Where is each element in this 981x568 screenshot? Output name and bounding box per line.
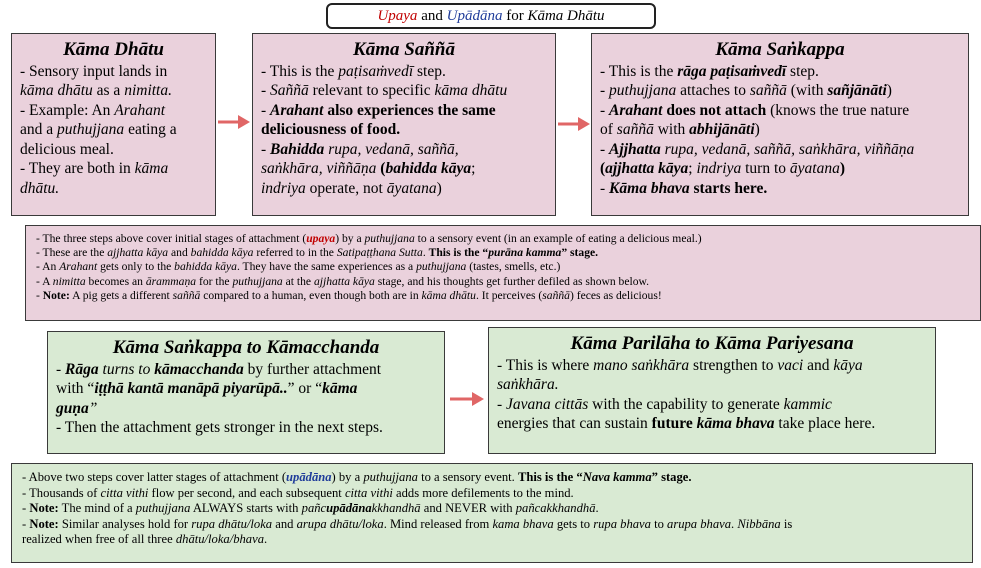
kama-parilaha-to-kama-pariyesana-box: Kāma Parilāha to Kāma Pariyesana - This is where mano saṅkhāra strengthen to vaci and kāya saṅkhāra. - Javana cittās with the capability to generate kammic energies that can sustain future kāma bhava take place here.	[488, 327, 936, 454]
kama-dhatu-heading: Kāma Dhātu	[63, 39, 164, 60]
arrow-right-1	[216, 112, 252, 132]
kama-sanna-box: Kāma Saññā - This is the paṭisaṁvedī step. - Saññā relevant to specific kāma dhātu - Arahant also experiences the same deliciousness of food. - Bahidda rupa, vedanā, saññā, saṅkhāra, viññāṇa (bahidda kāya; indriya operate, not āyatana)	[252, 33, 556, 216]
kama-pariyesana-heading: Kāma Parilāha to Kāma Pariyesana	[570, 333, 854, 354]
arrow-right-3	[448, 389, 486, 409]
kama-dhatu-box: Kāma Dhātu - Sensory input lands in kāma dhātu as a nimitta. - Example: An Arahant and a puthujjana eating a delicious meal. - They are both in kāma dhātu.	[11, 33, 216, 216]
arrow-right-2	[556, 114, 592, 134]
kama-sankappa-heading: Kāma Saṅkappa	[715, 39, 845, 60]
kama-sankappa-to-kamacchanda-box: Kāma Saṅkappa to Kāmacchanda - Rāga turns to kāmacchanda by further attachment with “iṭṭhā kantā manāpā piyarūpā..” or “kāma guṇa” - Then the attachment gets stronger in the next steps.	[47, 331, 445, 454]
kama-sankappa-box: Kāma Saṅkappa - This is the rāga paṭisaṁvedī step. - puthujjana attaches to saññā (with sañjānāti) - Arahant does not attach (knows the true nature of saññā with abhijānāti) - Ajjhatta rupa, vedanā, saññā, saṅkhāra, viññāṇa (ajjhatta kāya; indriya turn to āyatana) - Kāma bhava starts here.	[591, 33, 969, 216]
diagram-title: Upaya and Upādāna for Kāma Dhātu	[326, 3, 656, 29]
kama-sanna-heading: Kāma Saññā	[353, 39, 455, 60]
upadana-note-box: - Above two steps cover latter stages of attachment (upādāna) by a puthujjana to a sensory event. This is the “Nava kamma” stage. - Thousands of citta vithi flow per second, and each subsequent citta vithi adds more defilements to the mind. - Note: The mind of a puthujjana ALWAYS starts with pañcupādānakkhandhā and NEVER with pañcakkhandhā. - Note: Similar analyses hold for rupa dhātu/loka and arupa dhātu/loka. Mind released from kama bhava gets to rupa bhava to arupa bhava. Nibbāna is realized when free of all three dhātu/loka/bhava.	[11, 463, 973, 563]
kamacchanda-heading: Kāma Saṅkappa to Kāmacchanda	[112, 337, 380, 358]
upaya-note-box: - The three steps above cover initial stages of attachment (upaya) by a puthujjana to a sensory event (in an example of eating a delicious meal.) - These are the ajjhatta kāya and bahidda kāya referred to in the Satipaṭṭhana Sutta. This is the “purāna kamma” stage. - An Arahant gets only to the bahidda kāya. They have the same experiences as a puthujjana (tastes, smells, etc.) - A nimitta becomes an ārammaṇa for the puthujjana at the ajjhatta kāya stage, and his thoughts get further defiled as shown below. - Note: A pig gets a different saññā compared to a human, even though both are in kāma dhātu. It perceives (saññā) feces as delicious!	[25, 225, 981, 321]
